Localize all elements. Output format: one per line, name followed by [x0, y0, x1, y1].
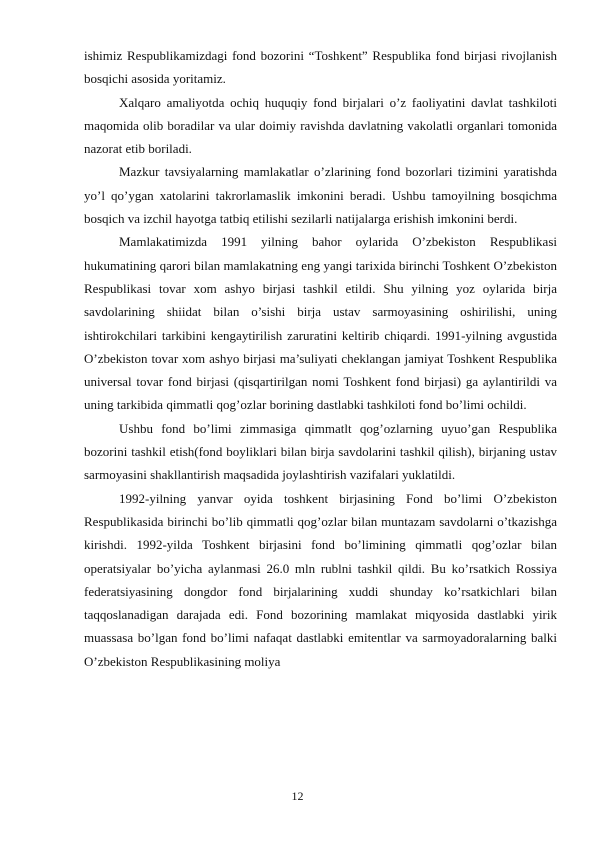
paragraph-2: Xalqaro amaliyotda ochiq huquqiy fond birjalari o’z faoliyatini davlat tashkiloti maqomida olib boradilar va ular doimiy ravishda davlatning vakolatli organlari tomonida nazorat etib boriladi. — [84, 94, 557, 157]
paragraph-1: ishimiz Respublikamizdagi fond bozorini “Toshkent” Respublika fond birjasi rivojlanish bosqichi asosida yoritamiz. — [84, 48, 557, 87]
paragraph-3: Mazkur tavsiyalarning mamlakatlar o’zlarining fond bozorlari tizimini yaratishda yo’l qo’ygan xatolarini takrorlamaslik imkonini beradi. Ushbu tamoyilning bosqichma bosqich va izchil hayotga tatbiq etilishi sezilarli natijalarga erishish imkonini berdi. — [84, 164, 557, 227]
page-number: 12 — [291, 789, 304, 803]
document-body — [84, 44, 557, 673]
paragraph-6: 1992-yilning yanvar oyida toshkent birjasining Fond bo’limi O’zbekiston Respublikasida birinchi bo’lib qimmatli qog’ozlar bilan muntazam savdolarni o’tkazishga kirishdi. 1992-yilda Toshkent birjasini fond bo’limining qimmatli qog’ozlar bilan operatsiyalar bo’yicha aylanmasi 26.0 mln rublni tashkil qildi. Bu ko’rsatkich Rossiya federatsiyasining dongdor fond birjalarining xuddi shunday ko’rsatkichlari bilan taqqoslanadigan darajada edi. Fond bozorining mamlakat miqyosida dastlabki yirik muassasa bo’lgan fond bo’limi nafaqat dastlabki emitentlar va sarmoyadoralarning balki O’zbekiston Respublikasining moliya — [84, 490, 557, 669]
paragraph-5: Ushbu fond bo’limi zimmasiga qimmatlt qog’ozlarning uyuo’gan Respublika bozorini tashkil etish(fond boyliklari bilan birja savdolarini tashkil qilish), birjaning ustav sarmoyasini shakllantirish maqsadida joylashtirish vazifalari yuklatildi. — [84, 420, 557, 483]
paragraph-4: Mamlakatimizda 1991 yilning bahor oylarida O’zbekiston Respublikasi hukumatining qarori bilan mamlakatning eng yangi tarixida birinchi Toshkent O’zbekiston Respublikasi tovar xom ashyo birjasi tashkil etildi. Shu yilning yoz oylarida birja savdolarining shiidat bilan o’sishi birja ustav sarmoyasining oshirilishi, uning ishtirokchilari tarkibini kengaytirilish zaruratini keltirib chiqardi. 1991-yilning avgustida O’zbekiston tovar xom ashyo birjasi ma’suliyati cheklangan jamiyat Toshkent Respublika universal tovar fond birjasi (qisqartirilgan nomi Toshkent fond birjasi) ga aylantirildi va uning tarkibida qimmatli qog’ozlar borining dastlabki tashkiloti fond bo’limi ochildi. — [84, 234, 557, 413]
